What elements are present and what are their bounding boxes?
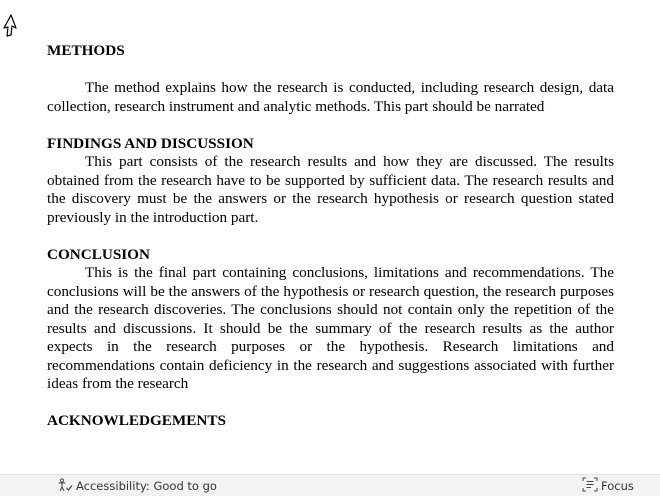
accessibility-icon xyxy=(57,478,73,495)
heading-methods: METHODS xyxy=(47,42,125,59)
mouse-pointer-icon xyxy=(2,14,18,38)
heading-findings-discussion: FINDINGS AND DISCUSSION xyxy=(47,134,254,152)
accessibility-label: Accessibility: Good to go xyxy=(76,479,217,493)
focus-button[interactable] xyxy=(582,477,634,495)
paragraph-conclusion: This is the final part containing conclusions, limitations and recommendations. The conclusions will be the answers of the hypothesis or research question, the research purposes and the research discoveries. The conclusions should not contain only the repetition of the results and discussions. It should be the summary of the research results as the author expects in the research purposes or the hypothesis. Research limitations and recommendations contain deficiency in the research and suggestions associated with further ideas from the research xyxy=(47,264,614,392)
accessibility-status[interactable] xyxy=(57,477,217,495)
heading-conclusion: CONCLUSION xyxy=(47,245,150,263)
paragraph-methods: The method explains how the research is conducted, including research design, data collection, research instrument and analytic methods. This part should be narrated xyxy=(47,79,614,115)
paragraph-findings-discussion: This part consists of the research results and how they are discussed. The results obtained from the research have to be supported by sufficient data. The research results and the discovery must be the answers or the research hypothesis or research question stated previously in the introduction part. xyxy=(47,153,614,226)
document-content[interactable] xyxy=(47,42,614,431)
focus-label: Focus xyxy=(601,479,634,493)
heading-acknowledgements: ACKNOWLEDGEMENTS xyxy=(47,412,226,429)
focus-icon xyxy=(582,477,598,495)
status-bar xyxy=(0,474,660,496)
